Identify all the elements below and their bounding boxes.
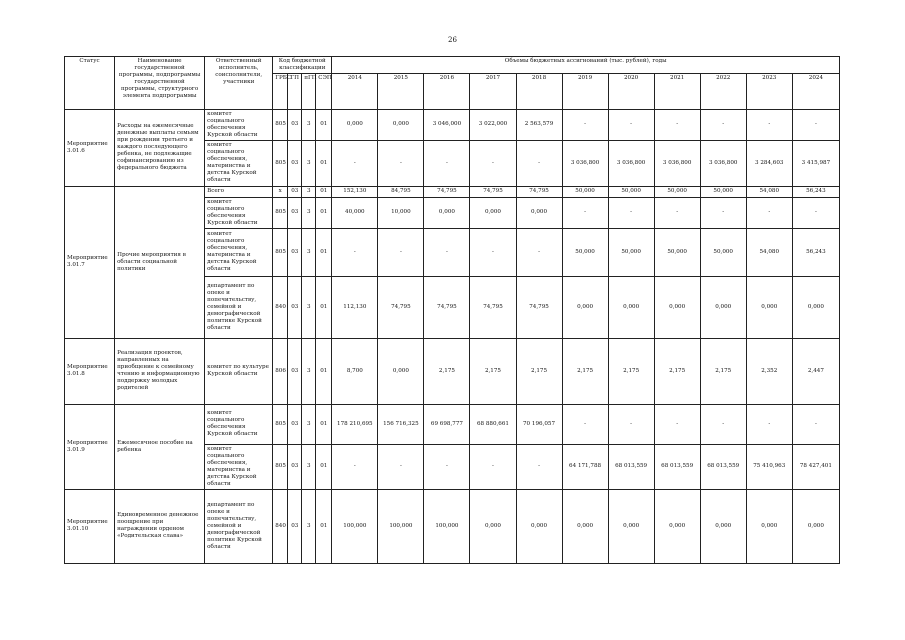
value-cell: - — [608, 404, 654, 444]
header-year: 2023 — [746, 73, 792, 109]
value-cell: 2,175 — [470, 338, 516, 404]
code-grbs-cell: 840 — [273, 276, 288, 338]
value-cell: 152,130 — [332, 186, 378, 197]
header-budget-code: Код бюджетной классификации — [273, 57, 332, 74]
code-oem-cell: 01 — [316, 140, 332, 186]
value-cell: 3 046,000 — [424, 109, 470, 140]
executor-cell: департамент по опеке и попечительству, семейной и демографической политике Курской области — [205, 276, 273, 338]
value-cell: - — [332, 140, 378, 186]
code-pgp-cell: 3 — [302, 404, 316, 444]
code-gp-cell: 03 — [288, 140, 302, 186]
value-cell: 54,080 — [746, 228, 792, 276]
value-cell: 0,000 — [608, 489, 654, 563]
value-cell: 3 036,800 — [608, 140, 654, 186]
header-executor: Ответственный исполнитель, соисполнители, участники — [205, 57, 273, 110]
value-cell: 0,000 — [516, 489, 562, 563]
value-cell: - — [792, 197, 839, 228]
code-grbs-cell: 805 — [273, 444, 288, 489]
value-cell: 74,795 — [424, 276, 470, 338]
measure-name-cell: Расходы на ежемесячные денежные выплаты семьям при рождении третьего и каждого последующего ребенка, не подлежащие софинансированию из федерального бюджета — [115, 109, 205, 186]
status-cell: Мероприятие 3.01.9 — [65, 404, 115, 489]
value-cell: 3 022,000 — [470, 109, 516, 140]
value-cell: 2,352 — [746, 338, 792, 404]
code-grbs-cell: х — [273, 186, 288, 197]
value-cell: 2,175 — [516, 338, 562, 404]
code-pgp-cell: 3 — [302, 109, 316, 140]
value-cell: 2,175 — [424, 338, 470, 404]
value-cell: 50,000 — [608, 228, 654, 276]
executor-cell: комитет социального обеспечения Курской области — [205, 109, 273, 140]
value-cell: - — [378, 444, 424, 489]
header-name: Наименование государственной программы, подпрограммы государственной программы, структурного элемента подпрограммы — [115, 57, 205, 110]
code-gp-cell: 03 — [288, 338, 302, 404]
value-cell: 0,000 — [516, 197, 562, 228]
code-oem-cell: 01 — [316, 444, 332, 489]
header-year: 2020 — [608, 73, 654, 109]
value-cell: 2 563,579 — [516, 109, 562, 140]
value-cell: 3 036,800 — [700, 140, 746, 186]
value-cell: 68 013,559 — [654, 444, 700, 489]
value-cell: 2,175 — [562, 338, 608, 404]
header-year: 2018 — [516, 73, 562, 109]
value-cell: 8,700 — [332, 338, 378, 404]
value-cell: - — [516, 228, 562, 276]
value-cell: 0,000 — [792, 276, 839, 338]
budget-table — [64, 56, 840, 564]
measure-name-cell: Единовременное денежное поощрение при награждении орденом «Родительская слава» — [115, 489, 205, 563]
value-cell: 50,000 — [562, 186, 608, 197]
value-cell: 0,000 — [654, 489, 700, 563]
table-row — [65, 489, 840, 563]
value-cell: 3 036,800 — [654, 140, 700, 186]
code-oem-cell: 01 — [316, 489, 332, 563]
code-grbs-cell: 805 — [273, 140, 288, 186]
header-pgp: пГП — [302, 73, 316, 109]
header-year: 2014 — [332, 73, 378, 109]
value-cell: - — [562, 404, 608, 444]
value-cell: 64 171,788 — [562, 444, 608, 489]
code-gp-cell: 03 — [288, 197, 302, 228]
executor-cell: комитет социального обеспечения, материнства и детства Курской области — [205, 444, 273, 489]
value-cell: 100,000 — [378, 489, 424, 563]
code-pgp-cell: 3 — [302, 489, 316, 563]
value-cell: 68 880,661 — [470, 404, 516, 444]
value-cell: 0,000 — [424, 197, 470, 228]
value-cell: 50,000 — [654, 186, 700, 197]
status-cell: Мероприятие 3.01.8 — [65, 338, 115, 404]
value-cell: 74,795 — [516, 276, 562, 338]
executor-cell: комитет социального обеспечения, материнства и детства Курской области — [205, 228, 273, 276]
code-oem-cell: 01 — [316, 338, 332, 404]
value-cell: 178 210,695 — [332, 404, 378, 444]
table-row — [65, 109, 840, 140]
value-cell: 50,000 — [608, 186, 654, 197]
value-cell: - — [792, 404, 839, 444]
value-cell: 0,000 — [332, 109, 378, 140]
value-cell: - — [424, 444, 470, 489]
value-cell: 75 410,963 — [746, 444, 792, 489]
value-cell: 54,080 — [746, 186, 792, 197]
value-cell: 74,795 — [470, 186, 516, 197]
value-cell: 56,243 — [792, 228, 839, 276]
value-cell: - — [746, 197, 792, 228]
value-cell: - — [516, 140, 562, 186]
header-year: 2022 — [700, 73, 746, 109]
executor-cell: комитет по культуре Курской области — [205, 338, 273, 404]
value-cell: 40,000 — [332, 197, 378, 228]
header-year: 2017 — [470, 73, 516, 109]
executor-cell: комитет социального обеспечения, материнства и детства Курской области — [205, 140, 273, 186]
measure-name-cell: Реализация проектов, направленных на приобщение к семейному чтению и информационную поддержку молодых родителей — [115, 338, 205, 404]
value-cell: 0,000 — [378, 109, 424, 140]
status-cell: Мероприятие 3.01.7 — [65, 186, 115, 338]
value-cell: 50,000 — [562, 228, 608, 276]
code-pgp-cell: 3 — [302, 338, 316, 404]
value-cell: 50,000 — [654, 228, 700, 276]
measure-name-cell: Ежемесячное пособие на ребенка — [115, 404, 205, 489]
value-cell: 74,795 — [424, 186, 470, 197]
code-oem-cell: 01 — [316, 228, 332, 276]
executor-cell: комитет социального обеспечения Курской области — [205, 404, 273, 444]
value-cell: 10,000 — [378, 197, 424, 228]
value-cell: - — [700, 109, 746, 140]
value-cell: 156 716,325 — [378, 404, 424, 444]
executor-cell: комитет социального обеспечения Курской области — [205, 197, 273, 228]
value-cell: 0,000 — [700, 276, 746, 338]
code-gp-cell: 03 — [288, 186, 302, 197]
code-grbs-cell: 805 — [273, 109, 288, 140]
page-number: 26 — [448, 36, 457, 44]
code-pgp-cell: 3 — [302, 228, 316, 276]
value-cell: 68 013,559 — [700, 444, 746, 489]
value-cell: 3 415,987 — [792, 140, 839, 186]
code-gp-cell: 03 — [288, 404, 302, 444]
value-cell: 70 196,057 — [516, 404, 562, 444]
value-cell: 2,175 — [654, 338, 700, 404]
value-cell: - — [470, 228, 516, 276]
header-year: 2019 — [562, 73, 608, 109]
header-year: 2015 — [378, 73, 424, 109]
code-pgp-cell: 3 — [302, 140, 316, 186]
value-cell: 50,000 — [700, 228, 746, 276]
code-gp-cell: 03 — [288, 228, 302, 276]
value-cell: - — [654, 404, 700, 444]
value-cell: - — [516, 444, 562, 489]
value-cell: 0,000 — [792, 489, 839, 563]
code-gp-cell: 03 — [288, 276, 302, 338]
value-cell: 2,175 — [700, 338, 746, 404]
code-grbs-cell: 806 — [273, 338, 288, 404]
code-gp-cell: 03 — [288, 489, 302, 563]
code-oem-cell: 01 — [316, 197, 332, 228]
header-year: 2024 — [792, 73, 839, 109]
measure-name-cell: Прочие мероприятия в области социальной политики — [115, 186, 205, 338]
code-pgp-cell: 3 — [302, 197, 316, 228]
code-grbs-cell: 805 — [273, 228, 288, 276]
header-year: 2016 — [424, 73, 470, 109]
value-cell: - — [700, 404, 746, 444]
code-oem-cell: 01 — [316, 404, 332, 444]
code-gp-cell: 03 — [288, 109, 302, 140]
value-cell: 2,447 — [792, 338, 839, 404]
value-cell: - — [470, 444, 516, 489]
value-cell: 0,000 — [378, 338, 424, 404]
value-cell: - — [378, 228, 424, 276]
table-row — [65, 404, 840, 444]
executor-cell: Всего — [205, 186, 273, 197]
value-cell: 0,000 — [470, 197, 516, 228]
value-cell: 56,243 — [792, 186, 839, 197]
value-cell: - — [654, 197, 700, 228]
value-cell: 2,175 — [608, 338, 654, 404]
value-cell: 0,000 — [746, 489, 792, 563]
value-cell: - — [608, 109, 654, 140]
code-grbs-cell: 805 — [273, 197, 288, 228]
code-grbs-cell: 840 — [273, 489, 288, 563]
value-cell: 3 036,800 — [562, 140, 608, 186]
header-year: 2021 — [654, 73, 700, 109]
value-cell: 74,795 — [516, 186, 562, 197]
value-cell: - — [562, 197, 608, 228]
code-pgp-cell: 3 — [302, 444, 316, 489]
value-cell: 112,130 — [332, 276, 378, 338]
executor-cell: департамент по опеке и попечительству, семейной и демографической политике Курской области — [205, 489, 273, 563]
value-cell: 0,000 — [562, 276, 608, 338]
value-cell: 0,000 — [746, 276, 792, 338]
code-oem-cell: 01 — [316, 186, 332, 197]
value-cell: - — [424, 228, 470, 276]
status-cell: Мероприятие 3.01.6 — [65, 109, 115, 186]
value-cell: 0,000 — [700, 489, 746, 563]
value-cell: 0,000 — [608, 276, 654, 338]
value-cell: - — [470, 140, 516, 186]
value-cell: 68 013,559 — [608, 444, 654, 489]
value-cell: 74,795 — [378, 276, 424, 338]
value-cell: - — [378, 140, 424, 186]
code-pgp-cell: 3 — [302, 276, 316, 338]
value-cell: 0,000 — [654, 276, 700, 338]
value-cell: - — [746, 404, 792, 444]
value-cell: - — [608, 197, 654, 228]
table-row — [65, 338, 840, 404]
header-gp: ГП — [288, 73, 302, 109]
code-grbs-cell: 805 — [273, 404, 288, 444]
value-cell: - — [424, 140, 470, 186]
code-pgp-cell: 3 — [302, 186, 316, 197]
value-cell: - — [746, 109, 792, 140]
value-cell: - — [562, 109, 608, 140]
value-cell: - — [700, 197, 746, 228]
header-status: Статус — [65, 57, 115, 110]
value-cell: 0,000 — [470, 489, 516, 563]
code-gp-cell: 03 — [288, 444, 302, 489]
header-grbs: ГРБС — [273, 73, 288, 109]
status-cell: Мероприятие 3.01.10 — [65, 489, 115, 563]
header-oem: СЭП — [316, 73, 332, 109]
value-cell: 100,000 — [424, 489, 470, 563]
value-cell: - — [792, 109, 839, 140]
value-cell: 0,000 — [562, 489, 608, 563]
value-cell: 100,000 — [332, 489, 378, 563]
code-oem-cell: 01 — [316, 276, 332, 338]
table-row — [65, 186, 840, 197]
code-oem-cell: 01 — [316, 109, 332, 140]
value-cell: - — [332, 228, 378, 276]
header-volumes: Объемы бюджетных ассигнований (тыс. рублей), годы — [332, 57, 840, 74]
value-cell: 78 427,401 — [792, 444, 839, 489]
value-cell: 84,795 — [378, 186, 424, 197]
value-cell: - — [332, 444, 378, 489]
value-cell: 74,795 — [470, 276, 516, 338]
value-cell: 69 698,777 — [424, 404, 470, 444]
value-cell: 50,000 — [700, 186, 746, 197]
value-cell: 3 284,603 — [746, 140, 792, 186]
value-cell: - — [654, 109, 700, 140]
